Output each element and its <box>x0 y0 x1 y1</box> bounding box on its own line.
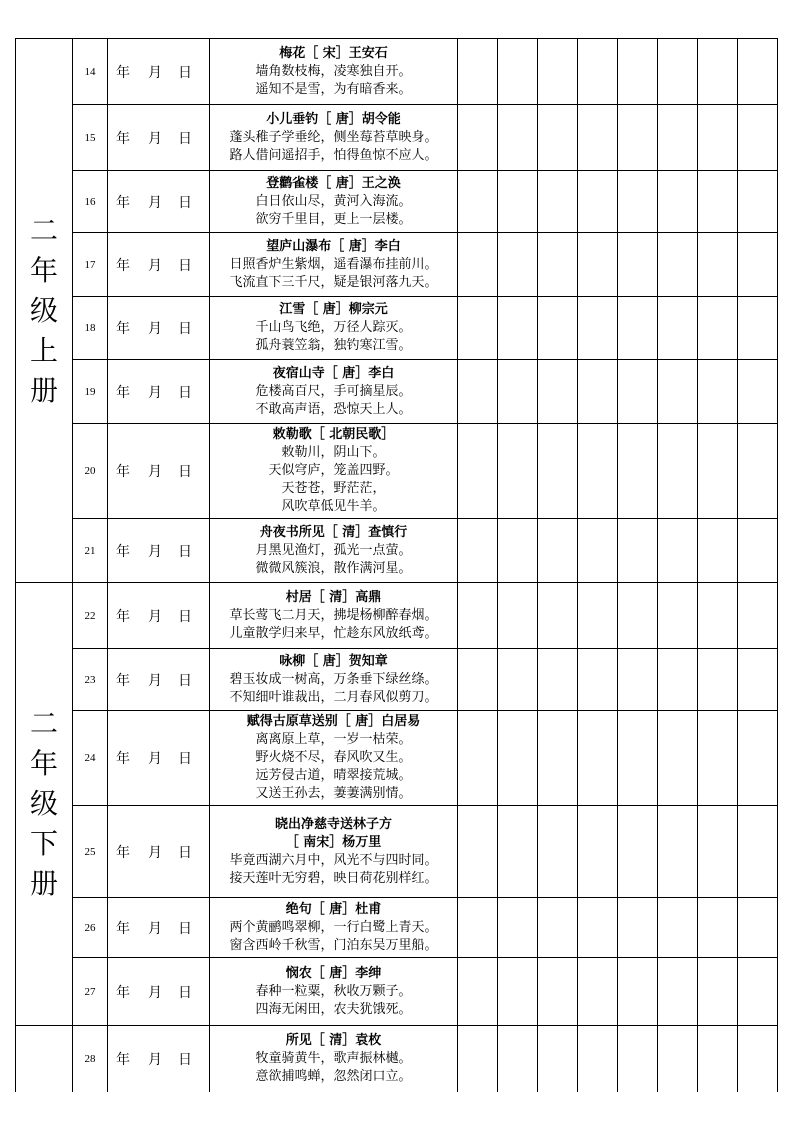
check-cell[interactable] <box>738 39 778 105</box>
check-cell[interactable] <box>458 1026 498 1092</box>
check-cell[interactable] <box>618 39 658 105</box>
check-cell[interactable] <box>498 806 538 898</box>
check-cell[interactable] <box>578 711 618 806</box>
check-cell[interactable] <box>658 424 698 519</box>
check-cell[interactable] <box>698 711 738 806</box>
check-cell[interactable] <box>578 958 618 1026</box>
poem-title: 村居［ 清］高鼎 <box>285 589 382 605</box>
check-cell[interactable] <box>698 424 738 519</box>
date-cell[interactable] <box>108 424 210 519</box>
poem-title: 小儿垂钓［ 唐］胡令能 <box>266 111 401 127</box>
section-cell <box>16 39 73 583</box>
check-cell[interactable] <box>618 649 658 711</box>
check-cell[interactable] <box>538 958 578 1026</box>
check-cell[interactable] <box>578 1026 618 1092</box>
poem-cell <box>210 583 458 649</box>
section-label: 二年级上册 <box>29 213 58 407</box>
poem-cell <box>210 233 458 297</box>
check-cell[interactable] <box>498 39 538 105</box>
check-cell[interactable] <box>618 958 658 1026</box>
check-cell[interactable] <box>578 105 618 171</box>
poem-line: 蓬头稚子学垂纶，侧坐莓苔草映身。 <box>229 129 438 145</box>
check-cell[interactable] <box>698 171 738 233</box>
date-day-label: 日 <box>178 194 192 211</box>
poem-row <box>16 360 778 424</box>
poem-line: 白日依山尽，黄河入海流。 <box>255 193 412 209</box>
check-cell[interactable] <box>498 105 538 171</box>
poem-row <box>16 424 778 519</box>
poem-number: 14 <box>73 39 108 105</box>
date-day-label: 日 <box>178 257 192 274</box>
check-cell[interactable] <box>578 171 618 233</box>
date-year-label: 年 <box>116 464 130 480</box>
poem-title: 江雪［ 唐］柳宗元 <box>279 302 388 317</box>
check-cell[interactable] <box>498 1026 538 1092</box>
check-cell[interactable] <box>538 1026 578 1092</box>
poem-cell <box>210 806 458 898</box>
date-year-label: 年 <box>116 1051 130 1068</box>
poem-cell <box>210 105 458 171</box>
poem-line: 孤舟蓑笠翁，独钓寒江雪。 <box>255 338 412 353</box>
check-cell[interactable] <box>738 519 778 583</box>
check-cell[interactable] <box>538 806 578 898</box>
poem-number: 26 <box>73 898 108 958</box>
check-cell[interactable] <box>698 1026 738 1092</box>
poem-cell <box>210 519 458 583</box>
check-cell[interactable] <box>578 39 618 105</box>
date-month-label: 月 <box>148 64 162 81</box>
check-cell[interactable] <box>618 297 658 360</box>
check-cell[interactable] <box>658 898 698 958</box>
date-month-label: 月 <box>148 672 162 689</box>
check-cell[interactable] <box>538 105 578 171</box>
date-year-label: 年 <box>116 844 130 861</box>
poem-number: 27 <box>73 958 108 1026</box>
check-cell[interactable] <box>498 171 538 233</box>
check-cell[interactable] <box>698 39 738 105</box>
table-body <box>16 39 778 1092</box>
check-cell[interactable] <box>698 806 738 898</box>
check-cell[interactable] <box>578 297 618 360</box>
check-cell[interactable] <box>738 171 778 233</box>
poem-line: 敕勒川，阴山下。 <box>281 445 386 460</box>
poem-row <box>16 171 778 233</box>
poem-line: 遥知不是雪，为有暗香来。 <box>255 81 412 97</box>
check-cell[interactable] <box>538 649 578 711</box>
check-cell[interactable] <box>698 898 738 958</box>
check-cell[interactable] <box>738 424 778 519</box>
poem-title: 绝句［ 唐］杜甫 <box>285 901 382 917</box>
date-cell[interactable] <box>108 898 210 958</box>
date-day-label: 日 <box>178 464 192 480</box>
date-day-label: 日 <box>178 984 192 1001</box>
poem-line: 远芳侵古道，晴翠接荒城。 <box>255 768 412 783</box>
poem-line: 危楼高百尺，手可摘星辰。 <box>255 383 412 399</box>
date-month-label: 月 <box>148 920 162 937</box>
date-month-label: 月 <box>148 543 162 560</box>
check-cell[interactable] <box>498 898 538 958</box>
poem-cell <box>210 171 458 233</box>
poem-line: 意欲捕鸣蝉，忽然闭口立。 <box>255 1068 412 1084</box>
date-day-label: 日 <box>178 384 192 401</box>
check-cell[interactable] <box>618 233 658 297</box>
check-cell[interactable] <box>618 519 658 583</box>
check-cell[interactable] <box>658 711 698 806</box>
check-cell[interactable] <box>698 583 738 649</box>
check-cell[interactable] <box>738 1026 778 1092</box>
check-cell[interactable] <box>538 711 578 806</box>
poem-cell <box>210 424 458 519</box>
check-cell[interactable] <box>578 360 618 424</box>
poem-row <box>16 233 778 297</box>
check-cell[interactable] <box>578 583 618 649</box>
poem-number: 20 <box>73 424 108 519</box>
date-cell[interactable] <box>108 105 210 171</box>
check-cell[interactable] <box>458 233 498 297</box>
date-month-label: 月 <box>148 1051 162 1068</box>
poem-line: 离离原上草，一岁一枯荣。 <box>255 732 412 747</box>
date-cell[interactable] <box>108 519 210 583</box>
check-cell[interactable] <box>458 39 498 105</box>
check-cell[interactable] <box>658 171 698 233</box>
check-cell[interactable] <box>458 519 498 583</box>
poem-line: 牧童骑黄牛，歌声振林樾。 <box>255 1050 412 1066</box>
check-cell[interactable] <box>658 1026 698 1092</box>
check-cell[interactable] <box>538 360 578 424</box>
check-cell[interactable] <box>618 1026 658 1092</box>
poem-line: 窗含西岭千秋雪，门泊东吴万里船。 <box>229 937 438 953</box>
check-cell[interactable] <box>498 519 538 583</box>
check-cell[interactable] <box>738 360 778 424</box>
check-cell[interactable] <box>578 519 618 583</box>
poem-row <box>16 1026 778 1092</box>
check-cell[interactable] <box>578 649 618 711</box>
poem-line: 野火烧不尽，春风吹又生。 <box>255 750 412 765</box>
date-year-label: 年 <box>116 920 130 937</box>
date-day-label: 日 <box>178 543 192 560</box>
check-cell[interactable] <box>658 806 698 898</box>
check-cell[interactable] <box>538 519 578 583</box>
date-cell[interactable] <box>108 39 210 105</box>
check-cell[interactable] <box>498 711 538 806</box>
poem-line: 月黑见渔灯，孤光一点萤。 <box>255 542 412 558</box>
poem-cell <box>210 360 458 424</box>
date-cell[interactable] <box>108 171 210 233</box>
date-year-label: 年 <box>116 984 130 1001</box>
date-day-label: 日 <box>178 844 192 861</box>
poem-number: 25 <box>73 806 108 898</box>
poem-row <box>16 297 778 360</box>
poem-title: 舟夜书所见［ 清］查慎行 <box>259 524 408 540</box>
date-cell[interactable] <box>108 806 210 898</box>
date-day-label: 日 <box>178 751 192 767</box>
check-cell[interactable] <box>458 806 498 898</box>
poem-title: 望庐山瀑布［ 唐］李白 <box>266 238 401 254</box>
check-cell[interactable] <box>498 360 538 424</box>
date-month-label: 月 <box>148 130 162 147</box>
poem-line: 又送王孙去，萋萋满别情。 <box>255 786 412 801</box>
date-day-label: 日 <box>178 920 192 937</box>
section-cell <box>16 1026 73 1092</box>
poem-line: 儿童散学归来早，忙趁东风放纸鸢。 <box>229 625 438 641</box>
check-cell[interactable] <box>458 171 498 233</box>
date-year-label: 年 <box>116 321 130 337</box>
poem-cell <box>210 711 458 806</box>
date-cell[interactable] <box>108 711 210 806</box>
check-cell[interactable] <box>458 711 498 806</box>
check-cell[interactable] <box>698 649 738 711</box>
poem-line: 四海无闲田，农夫犹饿死。 <box>255 1001 412 1017</box>
check-cell[interactable] <box>618 806 658 898</box>
date-cell[interactable] <box>108 360 210 424</box>
check-cell[interactable] <box>618 711 658 806</box>
check-cell[interactable] <box>658 297 698 360</box>
poem-row <box>16 519 778 583</box>
check-cell[interactable] <box>618 105 658 171</box>
poem-row <box>16 39 778 105</box>
check-cell[interactable] <box>618 424 658 519</box>
check-cell[interactable] <box>738 297 778 360</box>
date-month-label: 月 <box>148 321 162 337</box>
check-cell[interactable] <box>498 958 538 1026</box>
poem-line: 微微风簇浪，散作满河星。 <box>255 560 412 576</box>
date-cell[interactable] <box>108 233 210 297</box>
poem-number: 16 <box>73 171 108 233</box>
date-month-label: 月 <box>148 464 162 480</box>
check-cell[interactable] <box>698 360 738 424</box>
check-cell[interactable] <box>738 583 778 649</box>
check-cell[interactable] <box>658 360 698 424</box>
check-cell[interactable] <box>498 424 538 519</box>
poem-title: 晓出净慈寺送林子方 <box>274 816 392 832</box>
poem-cell <box>210 297 458 360</box>
check-cell[interactable] <box>738 711 778 806</box>
poem-line: 日照香炉生紫烟，遥看瀑布挂前川。 <box>229 256 438 272</box>
check-cell[interactable] <box>458 360 498 424</box>
check-cell[interactable] <box>538 39 578 105</box>
poem-line: 草长莺飞二月天，拂堤杨柳醉春烟。 <box>229 607 438 623</box>
check-cell[interactable] <box>458 649 498 711</box>
date-month-label: 月 <box>148 844 162 861</box>
date-month-label: 月 <box>148 384 162 401</box>
date-year-label: 年 <box>116 543 130 560</box>
check-cell[interactable] <box>658 105 698 171</box>
poem-title: 登鹳雀楼［ 唐］王之涣 <box>266 175 401 191</box>
check-cell[interactable] <box>658 958 698 1026</box>
date-month-label: 月 <box>148 257 162 274</box>
date-year-label: 年 <box>116 608 130 625</box>
check-cell[interactable] <box>458 583 498 649</box>
check-cell[interactable] <box>698 233 738 297</box>
poem-line: 不知细叶谁裁出，二月春风似剪刀。 <box>229 689 438 705</box>
date-day-label: 日 <box>178 672 192 689</box>
check-cell[interactable] <box>698 958 738 1026</box>
check-cell[interactable] <box>738 898 778 958</box>
poem-author: ［ 南宋］杨万里 <box>285 834 382 850</box>
poem-title: 咏柳［ 唐］贺知章 <box>279 653 388 669</box>
date-cell[interactable] <box>108 1026 210 1092</box>
date-day-label: 日 <box>178 130 192 147</box>
check-cell[interactable] <box>458 297 498 360</box>
check-cell[interactable] <box>578 424 618 519</box>
check-cell[interactable] <box>738 806 778 898</box>
check-cell[interactable] <box>738 649 778 711</box>
section-label: 二年级下册 <box>29 707 58 900</box>
date-year-label: 年 <box>116 384 130 401</box>
check-cell[interactable] <box>738 958 778 1026</box>
section-cell <box>16 583 73 1026</box>
poem-line: 千山鸟飞绝，万径人踪灭。 <box>255 320 412 335</box>
poem-row <box>16 649 778 711</box>
poem-title: 悯农［ 唐］李绅 <box>285 965 382 981</box>
check-cell[interactable] <box>618 171 658 233</box>
poem-line: 天苍苍，野茫茫， <box>281 481 386 496</box>
poem-row <box>16 583 778 649</box>
poem-title: 梅花［ 宋］王安石 <box>279 45 388 61</box>
poem-line: 飞流直下三千尺，疑是银河落九天。 <box>229 274 438 290</box>
check-cell[interactable] <box>738 233 778 297</box>
poem-row <box>16 898 778 958</box>
date-year-label: 年 <box>116 672 130 689</box>
date-day-label: 日 <box>178 1051 192 1068</box>
date-day-label: 日 <box>178 608 192 625</box>
check-cell[interactable] <box>498 233 538 297</box>
check-cell[interactable] <box>498 583 538 649</box>
poem-cell <box>210 649 458 711</box>
check-cell[interactable] <box>658 39 698 105</box>
check-cell[interactable] <box>578 898 618 958</box>
check-cell[interactable] <box>538 583 578 649</box>
poem-line: 墙角数枝梅，凌寒独自开。 <box>255 63 412 79</box>
check-cell[interactable] <box>698 297 738 360</box>
date-month-label: 月 <box>148 608 162 625</box>
date-month-label: 月 <box>148 194 162 211</box>
check-cell[interactable] <box>698 519 738 583</box>
check-cell[interactable] <box>618 583 658 649</box>
date-cell[interactable] <box>108 958 210 1026</box>
check-cell[interactable] <box>698 105 738 171</box>
poem-number: 22 <box>73 583 108 649</box>
poem-line: 不敢高声语，恐惊天上人。 <box>255 401 412 417</box>
poem-line: 接天莲叶无穷碧，映日荷花别样红。 <box>229 870 438 886</box>
check-cell[interactable] <box>538 233 578 297</box>
check-cell[interactable] <box>538 171 578 233</box>
poem-line: 春种一粒粟，秋收万颗子。 <box>255 983 412 999</box>
poem-cell <box>210 39 458 105</box>
date-month-label: 月 <box>148 751 162 767</box>
check-cell[interactable] <box>538 297 578 360</box>
check-cell[interactable] <box>658 583 698 649</box>
check-cell[interactable] <box>498 297 538 360</box>
date-day-label: 日 <box>178 321 192 337</box>
check-cell[interactable] <box>738 105 778 171</box>
check-cell[interactable] <box>658 649 698 711</box>
poem-line: 两个黄鹂鸣翠柳，一行白鹭上青天。 <box>229 919 438 935</box>
poem-title: 夜宿山寺［ 唐］李白 <box>272 365 395 381</box>
poem-row <box>16 806 778 898</box>
date-year-label: 年 <box>116 194 130 211</box>
poem-row <box>16 711 778 806</box>
poem-cell <box>210 1026 458 1092</box>
poem-number: 18 <box>73 297 108 360</box>
poem-number: 21 <box>73 519 108 583</box>
date-year-label: 年 <box>116 257 130 274</box>
check-cell[interactable] <box>458 958 498 1026</box>
poem-row <box>16 958 778 1026</box>
poem-cell <box>210 958 458 1026</box>
date-year-label: 年 <box>116 130 130 147</box>
poem-number: 19 <box>73 360 108 424</box>
check-cell[interactable] <box>618 360 658 424</box>
poem-line: 风吹草低见牛羊。 <box>281 499 386 514</box>
check-cell[interactable] <box>458 898 498 958</box>
poem-line: 毕竟西湖六月中，风光不与四时同。 <box>229 852 438 868</box>
poem-number: 24 <box>73 711 108 806</box>
date-year-label: 年 <box>116 64 130 81</box>
poem-number: 17 <box>73 233 108 297</box>
poem-line: 路人借问遥招手，怕得鱼惊不应人。 <box>229 147 438 163</box>
check-cell[interactable] <box>458 424 498 519</box>
poem-number: 23 <box>73 649 108 711</box>
check-cell[interactable] <box>578 233 618 297</box>
check-cell[interactable] <box>658 519 698 583</box>
check-cell[interactable] <box>578 806 618 898</box>
date-cell[interactable] <box>108 649 210 711</box>
check-cell[interactable] <box>498 649 538 711</box>
check-cell[interactable] <box>538 898 578 958</box>
date-day-label: 日 <box>178 64 192 81</box>
poem-cell <box>210 898 458 958</box>
date-month-label: 月 <box>148 984 162 1001</box>
check-cell[interactable] <box>658 233 698 297</box>
check-cell[interactable] <box>538 424 578 519</box>
poem-title: 所见［ 清］袁枚 <box>285 1032 382 1048</box>
poem-line: 欲穷千里目，更上一层楼。 <box>255 211 412 227</box>
date-year-label: 年 <box>116 751 130 767</box>
poem-number: 28 <box>73 1026 108 1092</box>
poem-number: 15 <box>73 105 108 171</box>
poem-line: 碧玉妆成一树高，万条垂下绿丝绦。 <box>229 671 438 687</box>
check-cell[interactable] <box>618 898 658 958</box>
check-cell[interactable] <box>458 105 498 171</box>
recitation-table <box>15 38 778 1092</box>
poem-title: 敕勒歌［ 北朝民歌］ <box>272 427 395 442</box>
poem-row <box>16 105 778 171</box>
date-cell[interactable] <box>108 583 210 649</box>
poem-title: 赋得古原草送别［ 唐］白居易 <box>246 714 421 729</box>
date-cell[interactable] <box>108 297 210 360</box>
poem-line: 天似穹庐，笼盖四野。 <box>268 463 399 478</box>
